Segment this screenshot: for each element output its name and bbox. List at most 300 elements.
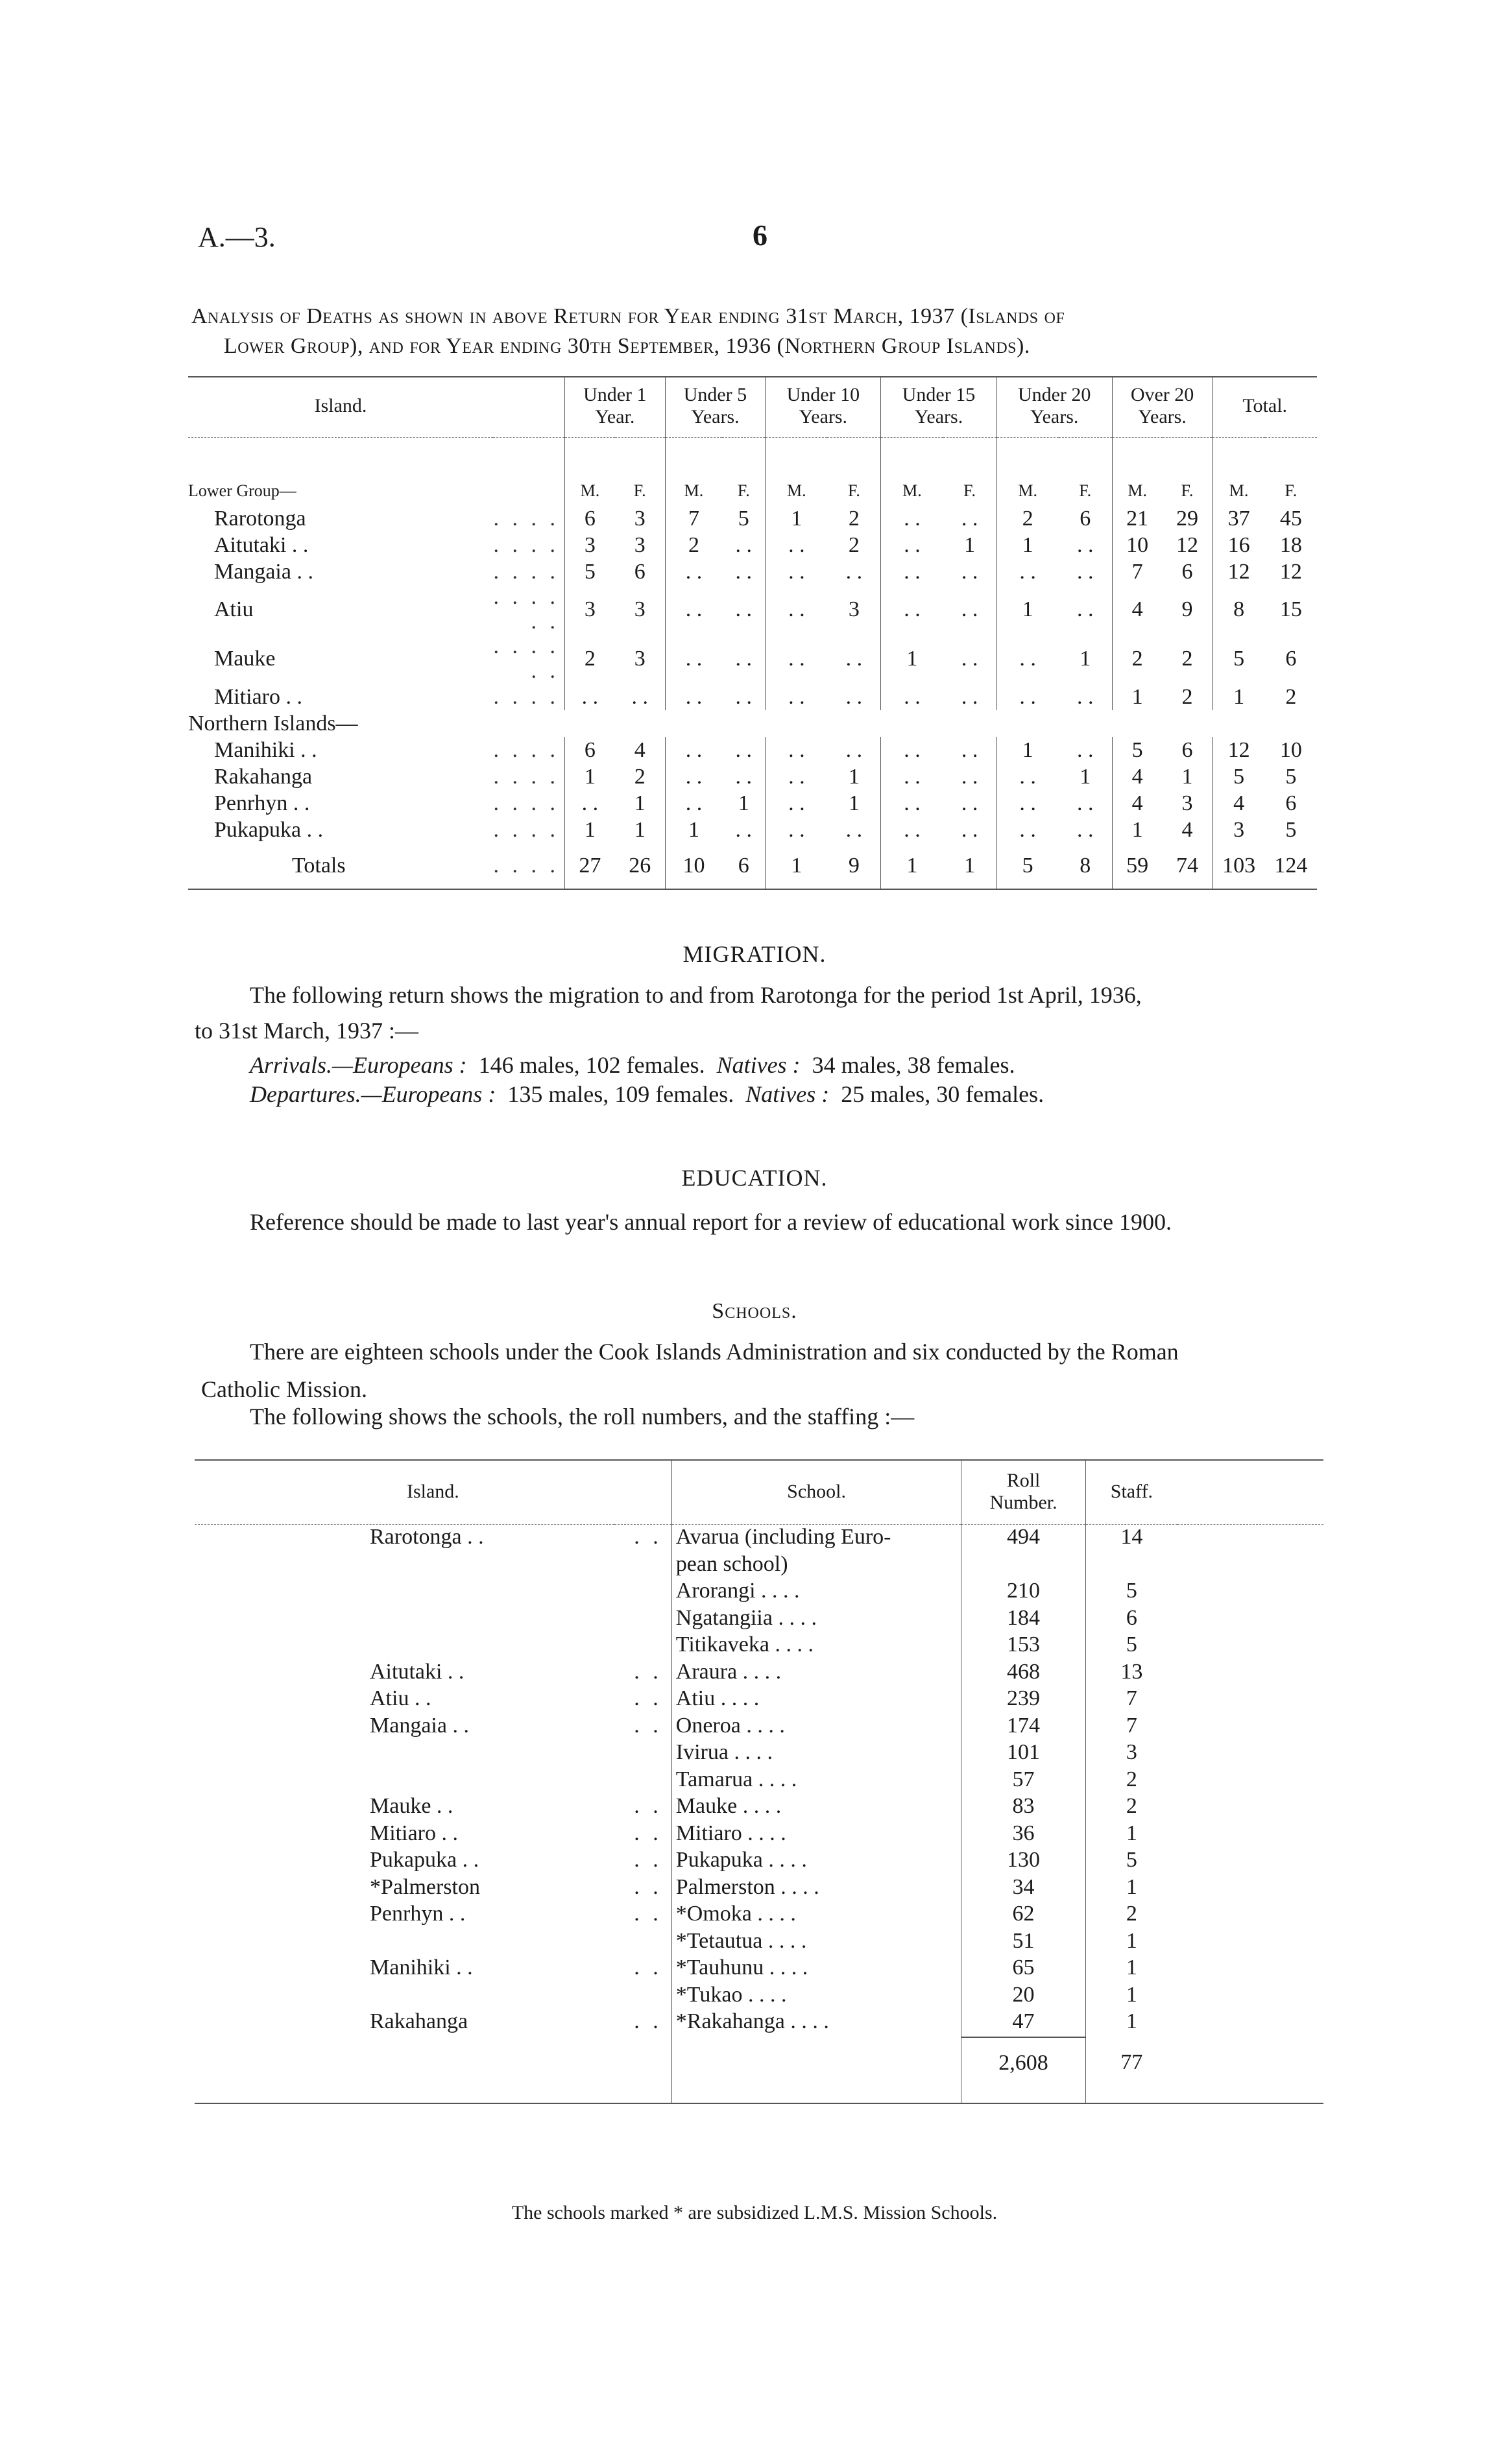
table-cell: 5 (1285, 817, 1297, 842)
total-cell: 9 (827, 843, 881, 889)
group-label: Lower Group— (188, 481, 296, 500)
table-cell: . . (766, 634, 828, 684)
col-staff: Staff. (1085, 1460, 1177, 1525)
table-row (195, 1579, 1323, 1606)
roll-number: 101 (961, 1740, 1085, 1767)
island-name: Mauke . . (370, 1794, 453, 1818)
school-name: Avarua (including Euro- (671, 1525, 961, 1552)
roll-number: 184 (961, 1606, 1085, 1633)
col-age-group: Under 20 Years. (996, 377, 1112, 438)
spacer (1177, 1767, 1323, 1795)
table-row (195, 1660, 1323, 1687)
island-label: Aitutaki . . (214, 532, 309, 557)
col-school: School. (671, 1460, 961, 1525)
col-age-group: Under 10 Years. (766, 377, 881, 438)
school-name: Tamarua . . . . (671, 1767, 961, 1795)
schools-text-l2: Catholic Mission. (201, 1376, 368, 1402)
table-cell: . . (996, 763, 1059, 790)
totals-row (195, 2037, 1323, 2103)
table-cell: . . (1076, 559, 1094, 584)
spacer (1177, 1929, 1323, 1956)
sex-f-label: F. (1079, 481, 1092, 500)
table-cell: 1 (1213, 684, 1265, 710)
table-cell: 1 (1112, 684, 1162, 710)
staff-count: 2 (1085, 1902, 1177, 1929)
island-name (188, 585, 493, 634)
island-name (188, 790, 493, 817)
table-cell: 4 (1112, 585, 1162, 634)
table-cell: 9 (1181, 597, 1193, 621)
leader-dots: . . (634, 1794, 662, 1818)
table-cell: 1 (665, 817, 722, 843)
table-cell: 3 (848, 597, 860, 621)
school-name: *Tetautua . . . . (671, 1929, 961, 1956)
table-cell: 6 (1181, 559, 1193, 584)
total-roll: 2,608 (961, 2037, 1085, 2103)
roll-number: 239 (961, 1686, 1085, 1714)
spacer (1177, 1956, 1323, 1983)
roll-number: 47 (961, 2009, 1085, 2037)
sex-f-label: F. (633, 481, 646, 500)
table-row (195, 1552, 1323, 1579)
table-row (195, 1633, 1323, 1660)
table-cell: . . (665, 634, 722, 684)
group-label: Northern Islands— (188, 711, 358, 736)
roll-number: 494 (961, 1525, 1085, 1552)
roll-number: 130 (961, 1848, 1085, 1875)
spacer (493, 438, 565, 506)
table-cell: . . (845, 817, 863, 842)
table-cell: 1 (996, 532, 1059, 558)
table-row (195, 1606, 1323, 1633)
table-cell: . . (1076, 791, 1094, 815)
leader-dots: . . (634, 1956, 662, 1980)
col-island: Island. (195, 1460, 671, 1525)
table-cell: 2 (1112, 634, 1162, 684)
spacer (1177, 1686, 1323, 1714)
table-cell: . . (996, 634, 1059, 684)
table-cell: 5 (1285, 764, 1297, 789)
spacer (614, 2037, 671, 2103)
island-name (195, 1740, 614, 1767)
table-cell: 2 (1285, 684, 1297, 709)
roll-number: 36 (961, 1821, 1085, 1848)
island-name (195, 1606, 614, 1633)
table-cell: 5 (1213, 634, 1265, 684)
spacer (195, 2037, 614, 2103)
island-name (188, 634, 493, 684)
island-label: Manihiki . . (214, 737, 317, 762)
school-name: *Omoka . . . . (671, 1902, 961, 1929)
spacer (1177, 1902, 1323, 1929)
table-cell: . . (735, 597, 753, 621)
table-cell: . . (665, 684, 722, 710)
table-row (195, 1794, 1323, 1821)
roll-number: 83 (961, 1794, 1085, 1821)
spacer (1177, 1848, 1323, 1875)
leader-dots: . . . . . . (493, 585, 559, 634)
table-cell: . . (881, 817, 943, 843)
staff-count: 2 (1085, 1767, 1177, 1795)
table-cell: . . (881, 505, 943, 532)
table-cell: . . (845, 559, 863, 584)
table-cell: 1 (1080, 764, 1091, 789)
table-row (188, 558, 1317, 585)
table-cell: 6 (565, 505, 615, 532)
table-cell: 6 (1285, 647, 1297, 671)
total-cell: 1 (766, 843, 828, 889)
table-cell: . . (961, 817, 978, 842)
table-cell: . . (565, 684, 615, 710)
table-cell: 1 (1112, 817, 1162, 843)
table-row (195, 1956, 1323, 1983)
island-name (188, 817, 493, 843)
table-cell: 6 (1080, 506, 1091, 531)
table-cell: 7 (665, 505, 722, 532)
roll-number: 174 (961, 1714, 1085, 1741)
table-cell: . . (881, 763, 943, 790)
sex-m-label: M. (881, 438, 943, 506)
leader-dots: . . (634, 1659, 662, 1684)
table-cell: . . (735, 684, 753, 709)
school-name: Palmerston . . . . (671, 1875, 961, 1902)
education-heading: EDUCATION. (681, 1165, 828, 1191)
roll-number: 51 (961, 1929, 1085, 1956)
deaths-title-line1: Analysis of Deaths as shown in above Return for Year ending 31st March, 1937 (Islands of (191, 304, 1065, 328)
roll-number: 210 (961, 1579, 1085, 1606)
roll-number: 20 (961, 1983, 1085, 2010)
leader-dots (614, 1606, 671, 1633)
migration-intro: The following return shows the migration to and from Rarotonga for the period 1st April, 1936, (250, 982, 1142, 1008)
table-cell: 5 (565, 558, 615, 585)
sex-f-label: F. (847, 481, 860, 500)
spacer (1177, 1552, 1323, 1579)
table-cell: . . (881, 532, 943, 558)
school-name: Mitiaro . . . . (671, 1821, 961, 1848)
staff-count: 14 (1085, 1525, 1177, 1552)
table-row (188, 817, 1317, 843)
table-cell: 1 (634, 791, 646, 815)
spacer (1177, 2009, 1323, 2037)
table-cell: . . (766, 737, 828, 763)
staff-count: 6 (1085, 1606, 1177, 1633)
island-name (188, 684, 493, 710)
table-cell: . . (735, 532, 753, 557)
leader-dots (614, 1552, 671, 1579)
migration-heading: MIGRATION. (682, 941, 827, 967)
table-cell: 12 (1176, 532, 1198, 557)
school-name: Oneroa . . . . (671, 1714, 961, 1741)
table-cell: 3 (565, 585, 615, 634)
table-cell: 2 (848, 506, 860, 531)
table-cell: 1 (848, 791, 860, 815)
table-row (195, 1686, 1323, 1714)
table-row (188, 634, 1317, 684)
leader-dots: . . (634, 1874, 662, 1899)
spacer (1177, 1606, 1323, 1633)
island-name: Mitiaro . . (370, 1821, 458, 1845)
roll-number (961, 1552, 1085, 1579)
staff-count: 3 (1085, 1740, 1177, 1767)
sex-f-label: F. (1285, 481, 1298, 500)
table-cell: 1 (738, 791, 749, 815)
spacer (1177, 1633, 1323, 1660)
table-cell: 3 (634, 506, 646, 531)
col-total: Total. (1213, 377, 1317, 438)
leader-dots (614, 1767, 671, 1795)
table-cell: . . (735, 559, 753, 584)
staff-count: 1 (1085, 1929, 1177, 1956)
island-name (188, 532, 493, 558)
table-cell: . . (845, 737, 863, 762)
deaths-table (188, 376, 1317, 890)
island-name (195, 1983, 614, 2010)
table-row (188, 737, 1317, 763)
school-name: Mauke . . . . (671, 1794, 961, 1821)
leader-dots (614, 1983, 671, 2010)
table-cell: 18 (1279, 532, 1302, 557)
table-cell: . . (1076, 532, 1094, 557)
table-cell: . . (665, 763, 722, 790)
sex-m-label: M. (1213, 438, 1265, 506)
table-cell: . . (881, 558, 943, 585)
page-number: 6 (753, 219, 767, 252)
table-row (195, 2009, 1323, 2037)
deaths-title (191, 302, 1333, 361)
spacer (1177, 1714, 1323, 1741)
spacer (1177, 1875, 1323, 1902)
staff-count: 1 (1085, 1983, 1177, 2010)
roll-number: 34 (961, 1875, 1085, 1902)
table-row (195, 1525, 1323, 1552)
island-label: Mangaia . . (214, 559, 313, 584)
island-name: Mangaia . . (370, 1713, 469, 1738)
table-cell: . . (665, 558, 722, 585)
staff-count: 1 (1085, 1821, 1177, 1848)
schools-table (195, 1459, 1323, 2104)
island-name: Aitutaki . . (370, 1659, 465, 1684)
school-name: Atiu . . . . (671, 1686, 961, 1714)
table-cell: 12 (1213, 558, 1265, 585)
totals-label: Totals (188, 843, 493, 889)
total-cell: 10 (665, 843, 722, 889)
table-cell: . . (1076, 597, 1094, 621)
table-cell: . . (961, 506, 978, 531)
table-cell: 6 (1181, 737, 1193, 762)
table-cell: 1 (964, 532, 976, 557)
table-cell: 6 (1285, 791, 1297, 815)
spacer (1177, 1821, 1323, 1848)
island-name: Pukapuka . . (370, 1848, 479, 1872)
island-name (195, 1929, 614, 1956)
table-cell: 2 (1181, 647, 1193, 671)
table-cell: 6 (565, 737, 615, 763)
spacer (1177, 1525, 1323, 1552)
table-row (195, 1983, 1323, 2010)
table-cell: . . (665, 737, 722, 763)
roll-number: 153 (961, 1633, 1085, 1660)
island-label: Mitiaro . . (214, 684, 302, 709)
table-cell: . . (961, 791, 978, 815)
school-name: Araura . . . . (671, 1660, 961, 1687)
roll-number: 62 (961, 1902, 1085, 1929)
education-text: Reference should be made to last year's annual report for a review of educational work since 1900. (250, 1209, 1172, 1235)
migration-intro-l2: to 31st March, 1937 :— (195, 1018, 418, 1044)
table-cell: . . (766, 790, 828, 817)
total-cell: 103 (1213, 843, 1265, 889)
sex-m-label: M. (996, 438, 1059, 506)
table-cell: . . (881, 684, 943, 710)
table-cell: 3 (565, 532, 615, 558)
table-cell: . . (996, 684, 1059, 710)
sex-m-label: M. (665, 438, 722, 506)
island-name (195, 1767, 614, 1795)
total-staff: 77 (1085, 2037, 1177, 2103)
island-name (195, 1633, 614, 1660)
table-cell: . . (735, 817, 753, 842)
staff-count: 7 (1085, 1686, 1177, 1714)
schools-text-l1: There are eighteen schools under the Cook Islands Administration and six conducted by the Roman (250, 1339, 1179, 1365)
sex-m-label: M. (565, 438, 615, 506)
spacer (1177, 1794, 1323, 1821)
table-cell: . . (565, 790, 615, 817)
staff-count: 7 (1085, 1714, 1177, 1741)
table-cell: 5 (1213, 763, 1265, 790)
departures-line: Departures.—Europeans : 135 males, 109 females. Natives : 25 males, 30 females. (250, 1081, 1044, 1107)
table-cell: 1 (565, 763, 615, 790)
leader-dots (614, 1579, 671, 1606)
roll-number: 65 (961, 1956, 1085, 1983)
table-cell: . . (665, 585, 722, 634)
table-cell: . . (881, 737, 943, 763)
leader-dots: . . (634, 1686, 662, 1710)
total-cell: 27 (565, 843, 615, 889)
table-cell: . . (735, 764, 753, 789)
table-cell: 8 (1213, 585, 1265, 634)
table-cell: 2 (848, 532, 860, 557)
table-row (188, 505, 1317, 532)
table-cell: . . (881, 585, 943, 634)
staff-count: 5 (1085, 1633, 1177, 1660)
school-name: *Tauhunu . . . . (671, 1956, 961, 1983)
table-cell: 37 (1213, 505, 1265, 532)
col-age-group: Under 5 Years. (665, 377, 766, 438)
school-name: *Rakahanga . . . . (671, 2009, 961, 2037)
staff-count: 5 (1085, 1579, 1177, 1606)
sex-m-label: M. (766, 438, 828, 506)
table-cell: 21 (1112, 505, 1162, 532)
table-cell: 10 (1279, 737, 1302, 762)
spacer (671, 2037, 961, 2103)
leader-dots: . . (634, 1525, 662, 1549)
table-cell: 5 (1112, 737, 1162, 763)
school-name: Ivirua . . . . (671, 1740, 961, 1767)
table-cell: . . (845, 647, 863, 671)
table-row (195, 1875, 1323, 1902)
arrivals-line: Arrivals.—Europeans : 146 males, 102 females. Natives : 34 males, 38 females. (250, 1052, 1015, 1078)
leader-dots: . . (634, 2009, 662, 2033)
island-label: Penrhyn . . (214, 791, 310, 815)
spacer (1177, 1579, 1323, 1606)
table-cell: 6 (634, 559, 646, 584)
leader-dots: . . (634, 1848, 662, 1872)
staff-count: 2 (1085, 1794, 1177, 1821)
table-cell: . . (631, 684, 648, 709)
totals-row (188, 843, 1317, 889)
leader-dots: . . . . (493, 791, 559, 815)
sex-f-label: F. (737, 481, 750, 500)
table-cell: . . (766, 532, 828, 558)
page-code: A.—3. (198, 221, 276, 253)
table-row (188, 790, 1317, 817)
school-name: Titikaveka . . . . (671, 1633, 961, 1660)
table-cell: 3 (1181, 791, 1193, 815)
island-name (188, 558, 493, 585)
table-cell: 3 (634, 647, 646, 671)
deaths-title-line2: Lower Group), and for Year ending 30th September, 1936 (Northern Group Islands). (224, 334, 1030, 358)
table-cell: 15 (1279, 597, 1302, 621)
table-cell: 1 (848, 764, 860, 789)
spacer (1177, 1740, 1323, 1767)
table-row (188, 585, 1317, 634)
leader-dots: . . . . (493, 817, 559, 842)
table-cell: . . (845, 684, 863, 709)
col-roll: Roll Number. (961, 1460, 1085, 1525)
table-cell: . . (961, 597, 978, 621)
table-cell: . . (665, 790, 722, 817)
table-cell: . . (961, 737, 978, 762)
col-age-group: Under 15 Years. (881, 377, 996, 438)
table-cell: 12 (1279, 559, 1302, 584)
table-cell: 1 (565, 817, 615, 843)
leader-dots (614, 1633, 671, 1660)
staff-count: 13 (1085, 1660, 1177, 1687)
staff-count: 1 (1085, 1956, 1177, 1983)
table-cell: 1 (881, 634, 943, 684)
island-name: Penrhyn . . (370, 1902, 466, 1926)
leader-dots (614, 1929, 671, 1956)
table-row (188, 763, 1317, 790)
island-label: Rakahanga (214, 764, 313, 789)
island-name (195, 1552, 614, 1579)
table-row (195, 1767, 1323, 1795)
total-cell: 5 (996, 843, 1059, 889)
table-cell: 3 (634, 597, 646, 621)
table-cell: . . (996, 817, 1059, 843)
schools-heading: Schools. (712, 1299, 797, 1323)
table-cell: 4 (1112, 790, 1162, 817)
table-cell: 3 (634, 532, 646, 557)
island-name: *Palmerston (370, 1874, 480, 1899)
school-name: pean school) (671, 1552, 961, 1579)
table-cell: 3 (1213, 817, 1265, 843)
table-cell: . . (961, 647, 978, 671)
sex-m-label: M. (1112, 438, 1162, 506)
table-cell: . . (766, 684, 828, 710)
table-cell: . . (961, 684, 978, 709)
total-cell: 1 (881, 843, 943, 889)
leader-dots: . . (634, 1821, 662, 1845)
table-cell: 2 (996, 505, 1059, 532)
table-row (195, 1821, 1323, 1848)
staff-count: 1 (1085, 1875, 1177, 1902)
table-cell: 1 (1181, 764, 1193, 789)
col-island: Island. (188, 377, 493, 438)
table-cell: 29 (1176, 506, 1198, 531)
table-row (195, 1714, 1323, 1741)
table-cell: . . (766, 585, 828, 634)
school-name: Arorangi . . . . (671, 1579, 961, 1606)
